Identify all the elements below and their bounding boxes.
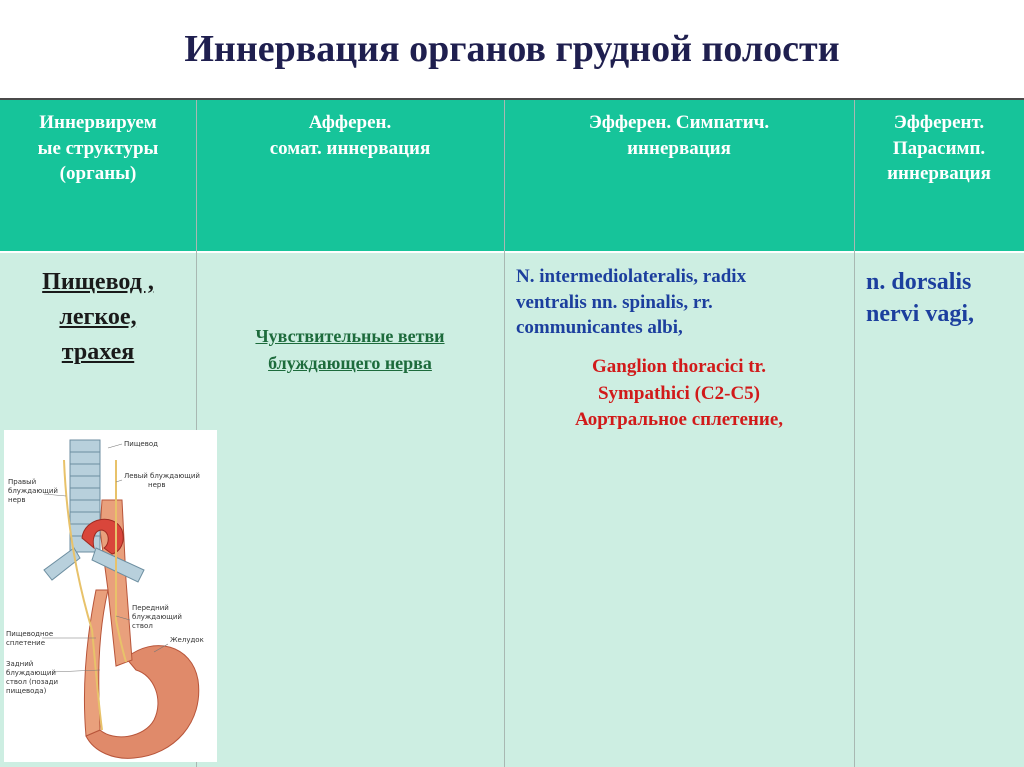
sympathetic-line: communicantes albi, (516, 317, 683, 339)
anatomy-illustration (4, 430, 217, 762)
parasympathetic-line: n. dorsalis (866, 269, 972, 295)
page-title: Иннервация органов грудной полости (184, 28, 840, 70)
organ-line: трахея (61, 338, 135, 365)
column-divider (854, 100, 855, 767)
header-parasympathetic (854, 100, 1024, 251)
stomach-shape (86, 646, 199, 759)
header-line: Афферен. (308, 112, 392, 133)
label-posterior-trunk: пищевода) (6, 687, 47, 695)
header-line: иннервация (887, 163, 991, 185)
label-esophageal-plexus: сплетение (6, 639, 46, 647)
label-right-vagus: Правый (8, 478, 37, 486)
label-posterior-trunk: ствол (позади (6, 678, 59, 686)
afferent-text (196, 323, 504, 377)
sympathetic-line: Ganglion thoracici tr. (592, 356, 766, 377)
header-line: Парасимп. (892, 137, 986, 159)
sympathetic-line: Sympathici (C2-C5) (597, 382, 761, 404)
sympathetic-blue-text (516, 264, 846, 341)
header-line: ые структуры (37, 137, 159, 159)
header-sympathetic (504, 100, 854, 251)
label-esophagus: Пищевод (124, 440, 158, 448)
sympathetic-line: Аортральное сплетение, (574, 409, 784, 431)
label-anterior-trunk: блуждающий (132, 613, 182, 621)
header-line: иннервация (627, 137, 731, 159)
organs-text (0, 265, 196, 369)
organ-line: Пищевод , (42, 269, 154, 295)
header-structures (0, 100, 196, 251)
afferent-line: блуждающего нерва (268, 353, 432, 373)
label-esophageal-plexus: Пищеводное (6, 630, 54, 638)
header-line: сомат. иннервация (269, 137, 431, 159)
sympathetic-line: ventralis nn. spinalis, rr. (516, 291, 713, 313)
label-anterior-trunk: ствол (132, 622, 153, 630)
label-right-vagus: нерв (8, 496, 26, 504)
label-anterior-trunk: Передний (132, 604, 169, 612)
afferent-line: Чувствительные ветви (255, 326, 445, 346)
header-line: Эфферент. (893, 112, 985, 133)
header-line: (органы) (59, 163, 137, 185)
label-right-vagus: блуждающий (8, 487, 58, 495)
esophagus-lower-shape (84, 590, 108, 736)
label-stomach: Желудок (170, 636, 204, 644)
sympathetic-line: N. intermediolateralis, radix (516, 266, 747, 287)
parasympathetic-line: nervi vagi, (866, 301, 974, 328)
sympathetic-red-text (504, 354, 854, 434)
label-posterior-trunk: Задний (6, 660, 34, 668)
row-divider (0, 251, 1024, 253)
organ-line: легкое, (59, 303, 137, 330)
label-left-vagus: нерв (148, 481, 166, 489)
header-line: Иннервируем (39, 112, 157, 133)
header-line: Эфферен. Симпатич. (588, 112, 770, 133)
esophagus-diagram (4, 430, 217, 762)
parasympathetic-text (866, 266, 1024, 331)
label-left-vagus: Левый блуждающий (124, 472, 200, 480)
header-afferent (196, 100, 504, 251)
label-posterior-trunk: блуждающий (6, 669, 56, 677)
